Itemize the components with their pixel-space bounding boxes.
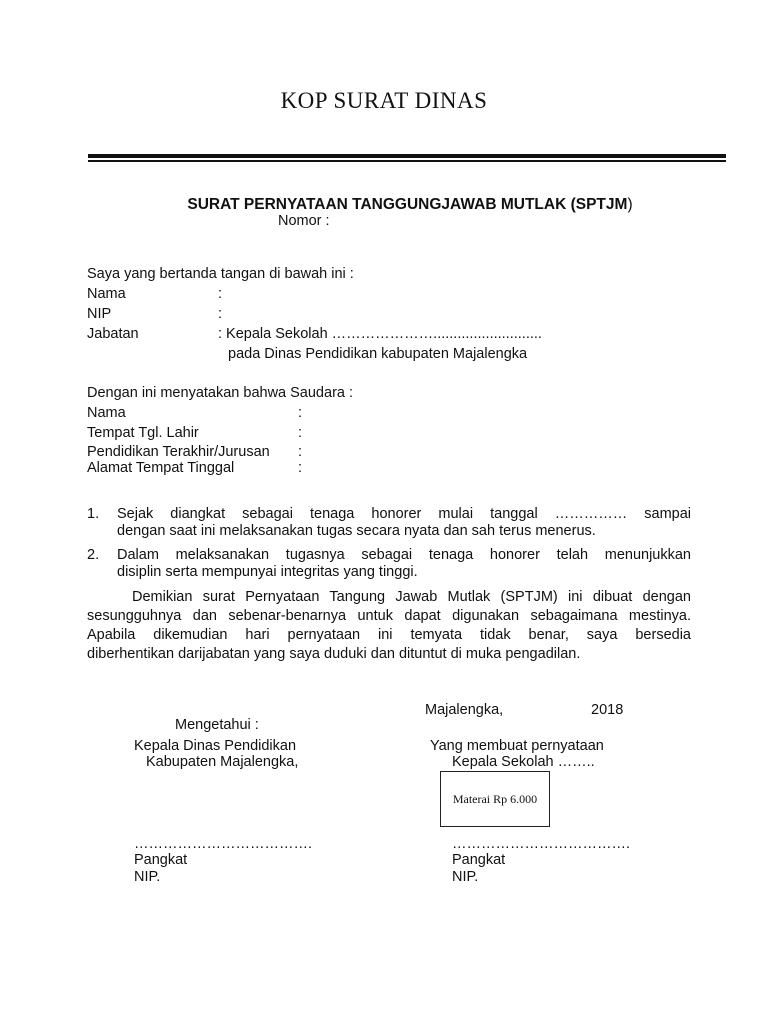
right-signer-title1: Yang membuat pernyataan — [430, 738, 604, 754]
subject-address-label: Alamat Tempat Tinggal — [87, 460, 235, 476]
signature-place: Majalengka, — [425, 702, 504, 718]
left-signer-title2: Kabupaten Majalengka, — [146, 754, 299, 770]
signer-position-continuation: pada Dinas Pendidikan kabupaten Majalengka — [228, 346, 528, 362]
subject-birth-label: Tempat Tgl. Lahir — [87, 425, 199, 441]
left-nip-label: NIP. — [134, 869, 161, 885]
left-rank-label: Pangkat — [134, 852, 188, 868]
statement-1-line1: Sejak diangkat sebagai tenaga honorer mulai tanggal …………… sampai — [117, 506, 691, 522]
signer-position-value: : Kepala Sekolah …………………........................... — [218, 326, 542, 342]
stamp-duty-box — [440, 771, 550, 827]
subject-birth-value: : — [298, 425, 303, 441]
document-title — [0, 196, 768, 214]
letterhead-title: KOP SURAT DINAS — [280, 88, 488, 113]
signer-name-value: : — [218, 286, 223, 302]
subject-intro: Dengan ini menyatakan bahwa Saudara : — [87, 385, 354, 401]
signer-position-label: Jabatan — [87, 326, 139, 342]
letterhead-rule-thick — [88, 154, 726, 158]
document-title-paren: ) — [627, 196, 633, 213]
statement-1-number: 1. — [87, 506, 100, 522]
signer-name-label: Nama — [87, 286, 126, 302]
subject-name-value: : — [298, 405, 303, 421]
signer-nip-label: NIP — [87, 306, 112, 322]
closing-line3: Apabila dikemudian hari pernyataan ini temyata tidak benar, saya bersedia — [87, 627, 691, 643]
subject-address-value: : — [298, 460, 303, 476]
document-number: Nomor : — [278, 213, 330, 229]
closing-line2: sesungguhnya dan sebenar-benarnya untuk dapat digunakan sebagaimana mestinya. — [87, 608, 691, 624]
stamp-duty-label: Materai Rp 6.000 — [452, 791, 538, 806]
statement-2-line2: disiplin serta mempunyai integritas yang tinggi. — [117, 564, 418, 580]
signer-nip-value: : — [218, 306, 223, 322]
right-signature-line: ………………………………. — [452, 836, 631, 852]
closing-line4: diberhentikan darijabatan yang saya duduki dan dituntut di muka pengadilan. — [87, 646, 581, 662]
acknowledge-label: Mengetahui : — [175, 717, 259, 733]
closing-line1: Demikian surat Pernyataan Tangung Jawab Mutlak (SPTJM) ini dibuat dengan — [132, 589, 691, 605]
signature-year: 2018 — [591, 702, 624, 718]
right-rank-label: Pangkat — [452, 852, 506, 868]
right-signer-title2: Kepala Sekolah …….. — [452, 754, 595, 770]
statement-1-line2: dengan saat ini melaksanakan tugas secara nyata dan sah terus menerus. — [117, 523, 596, 539]
statement-2-line1: Dalam melaksanakan tugasnya sebagai tenaga honorer telah menunjukkan — [117, 547, 691, 563]
subject-education-value: : — [298, 444, 303, 460]
statement-2-number: 2. — [87, 547, 100, 563]
letterhead-rule-thin — [88, 160, 726, 162]
subject-education-label: Pendidikan Terakhir/Jurusan — [87, 444, 270, 460]
left-signature-line: ………………………………. — [134, 836, 313, 852]
left-signer-title1: Kepala Dinas Pendidikan — [134, 738, 297, 754]
right-nip-label: NIP. — [452, 869, 479, 885]
subject-name-label: Nama — [87, 405, 126, 421]
document-title-text: SURAT PERNYATAAN TANGGUNGJAWAB MUTLAK (SPTJM — [187, 196, 628, 213]
signer-intro: Saya yang bertanda tangan di bawah ini : — [87, 266, 354, 282]
